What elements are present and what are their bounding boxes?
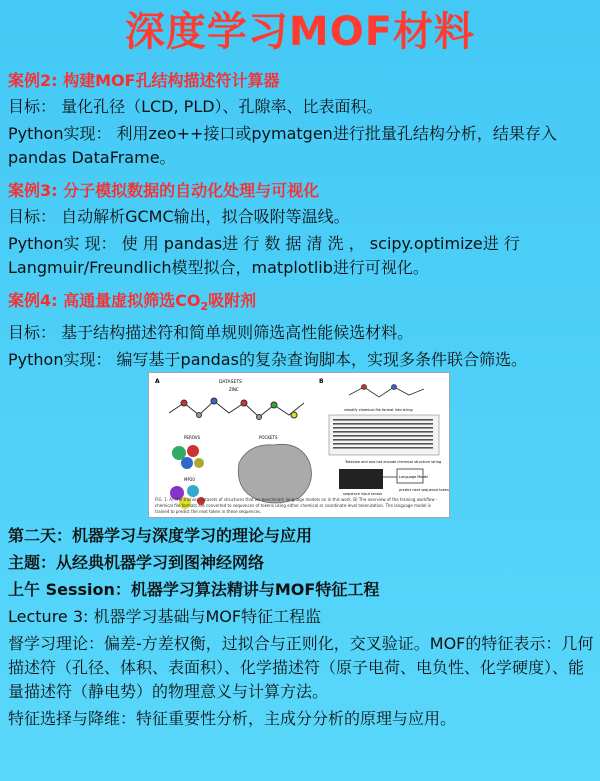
lecture-para-1: 督学习理论：偏差-方差权衡，过拟合与正则化，交叉验证。MOF的特征表示：几何描述符（孔径、体积、表面积）、化学描述符（原子电荷、电负性、化学硬度）、能量描述符（静电势）的物理意义与计算方法。 bbox=[8, 634, 594, 701]
tokenize-label: Tokenize and one-hot encode chemical structure string bbox=[345, 460, 442, 464]
page-title: 深度学习MOF材料 bbox=[124, 9, 476, 55]
day2-session: 上午 Session：机器学习算法精讲与MOF特征工程 bbox=[8, 580, 380, 599]
perovs-label: PEROVS bbox=[184, 435, 201, 440]
input-tensor-label: sequence input tensor bbox=[343, 492, 383, 496]
case-4-title: 案例4: 高通量虚拟筛选$CO_2$吸附剂 bbox=[8, 291, 257, 314]
case-2-python: Python实现： 利用zeo++接口或pymatgen进行批量孔结构分析，结果存入pandas DataFrame。 bbox=[8, 124, 557, 167]
workflow-molecule bbox=[349, 385, 424, 398]
figure-label-a: A bbox=[155, 378, 160, 385]
datasets-label: DATASETS bbox=[219, 380, 242, 385]
case-2-title: 案例2: 构建MOF孔结构描述符计算器 bbox=[8, 71, 280, 90]
perovs-crystals bbox=[172, 445, 204, 469]
day2-section bbox=[8, 524, 596, 731]
case-2-goal: 目标： 量化孔径（LCD, PLD）、孔隙率、比表面积。 bbox=[8, 97, 383, 116]
pocket-surface bbox=[238, 444, 311, 503]
mp20-label: MP20 bbox=[184, 477, 195, 482]
language-model-label: Language Model bbox=[399, 475, 428, 479]
predict-label: predict next sequence token bbox=[399, 488, 449, 492]
day2-heading: 第二天：机器学习与深度学习的理论与应用 bbox=[8, 526, 313, 545]
figure-caption: FIG. 1. A) The training datasets of structures that we benchmark language models on in this work. B) The overview of the training workflow - chemical file formats are converted to sequences of tokens using either chemical or coordinate-level tokenization. The language model is trained to predict the next token in these sequences. bbox=[155, 497, 438, 514]
case-3-title: 案例3: 分子模拟数据的自动化处理与可视化 bbox=[8, 181, 320, 200]
input-tensor-box bbox=[339, 469, 383, 489]
lecture-title: Lecture 3: 机器学习基础与MOF特征工程监 bbox=[8, 607, 322, 626]
lecture-para-2: 特征选择与降维：特征重要性分析，主成分分析的原理与应用。 bbox=[8, 709, 457, 728]
zinc-label: ZINC bbox=[229, 387, 239, 392]
smiles-label: simplify chemical file format into string bbox=[344, 408, 413, 412]
pockets-label: POCKETS bbox=[259, 435, 278, 440]
case-4-goal: 目标： 基于结构描述符和简单规则筛选高性能候选材料。 bbox=[8, 323, 414, 343]
case-4-python: Python实现： 编写基于pandas的复杂查询脚本，实现多条件联合筛选。 bbox=[8, 350, 527, 370]
case-3-python: Python实 现： 使 用 pandas进 行 数 据 清 洗 ， scipy.optimize进 行Langmuir/Freundlich模型拟合，matplotlib进行可视化。 bbox=[8, 234, 520, 277]
paper-figure bbox=[148, 372, 450, 518]
case-4 bbox=[8, 290, 596, 372]
zinc-molecule bbox=[169, 398, 304, 420]
case-2 bbox=[8, 70, 596, 170]
case-3 bbox=[8, 180, 596, 280]
figure-label-b: B bbox=[319, 378, 324, 385]
case-3-goal: 目标： 自动解析GCMC输出，拟合吸附等温线。 bbox=[8, 207, 350, 226]
day2-theme: 主题：从经典机器学习到图神经网络 bbox=[8, 553, 265, 572]
